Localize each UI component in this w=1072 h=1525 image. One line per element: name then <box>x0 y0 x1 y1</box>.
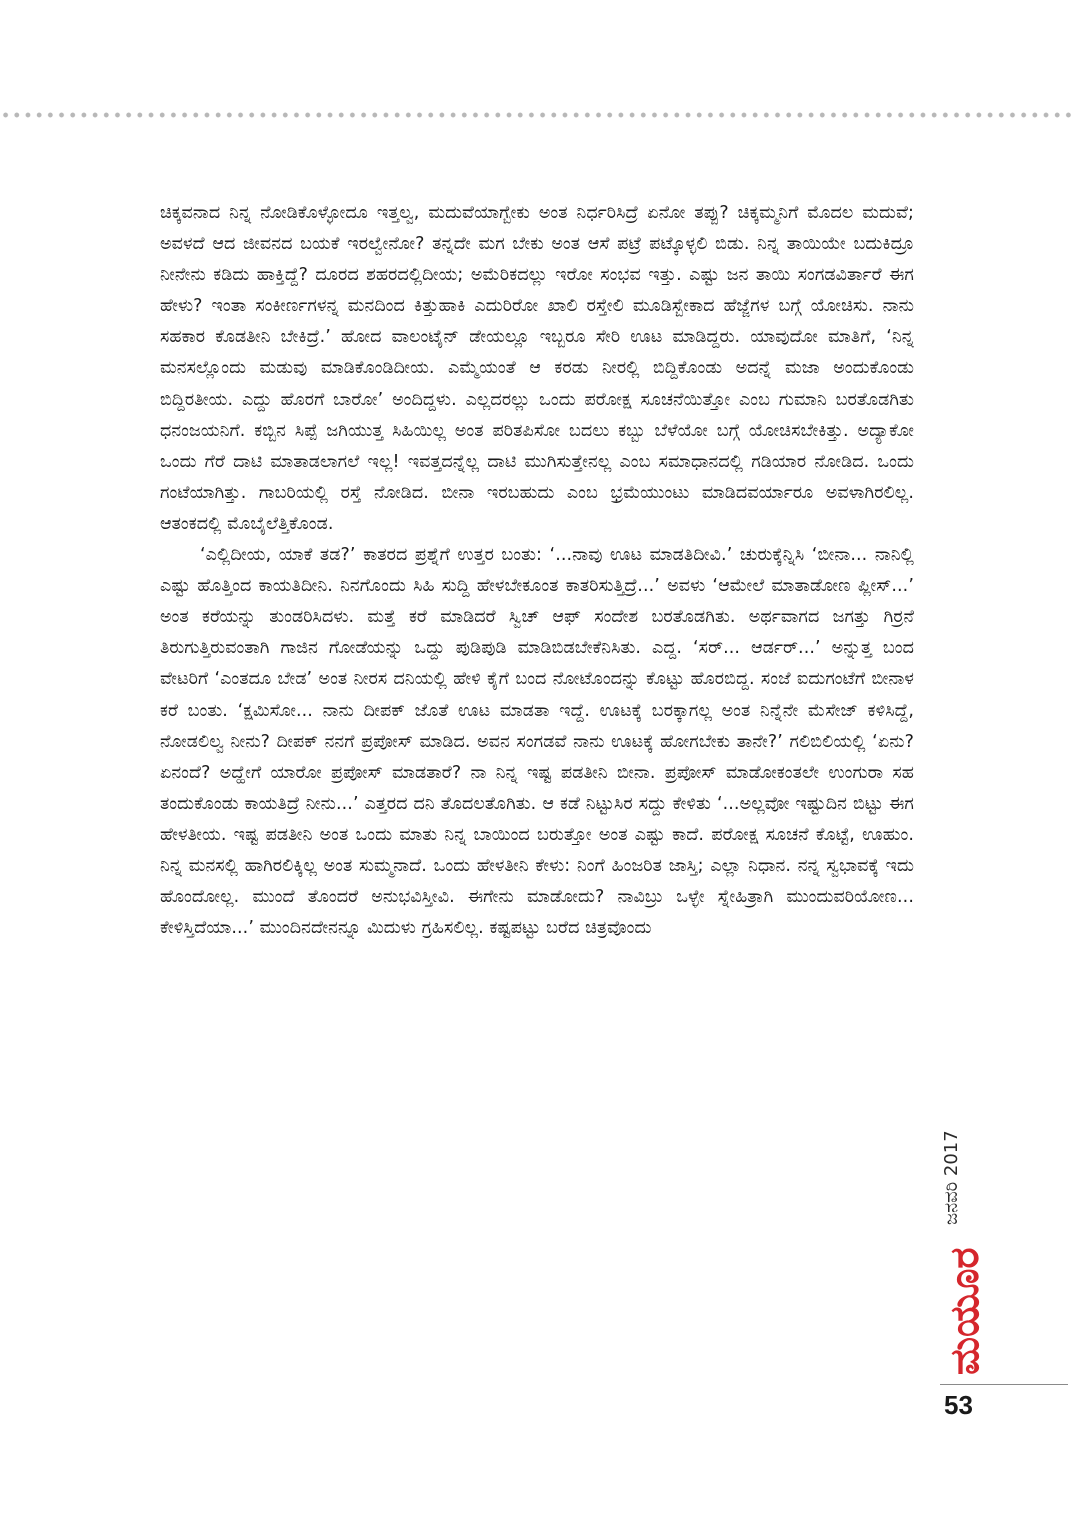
magazine-logo: ಮಯೂರ <box>942 1247 988 1375</box>
article-paragraph-2: ‘ಎಲ್ಲಿದೀಯ, ಯಾಕೆ ತಡ?’ ಕಾತರದ ಪ್ರಶ್ನೆಗೆ ಉತ್ತರ ಬಂತು: ‘...ನಾವು ಊಟ ಮಾಡತಿದೀವಿ.’ ಚುರುಕ್ಕೆನ್ನಿಸಿ ‘ಬೀನಾ... ನಾನಿಲ್ಲಿ ಎಷ್ಟು ಹೊತ್ತಿಂದ ಕಾಯತಿದೀನಿ. ನಿನಗೊಂದು ಸಿಹಿ ಸುದ್ದಿ ಹೇಳಬೇಕೂಂತ ಕಾತರಿಸುತ್ತಿದ್ರೆ...’ ಅವಳು ‘ಆಮೇಲೆ ಮಾತಾಡೋಣ ಪ್ಲೀಸ್...’ ಅಂತ ಕರೆಯನ್ನು ತುಂಡರಿಸಿದಳು. ಮತ್ತೆ ಕರೆ ಮಾಡಿದರೆ ಸ್ವಿಚ್ ಆಫ್ ಸಂದೇಶ ಬರತೊಡಗಿತು. ಅರ್ಥವಾಗದ ಜಗತ್ತು ಗಿರ್ರನೆ ತಿರುಗುತ್ತಿರುವಂತಾಗಿ ಗಾಜಿನ ಗೋಡೆಯನ್ನು ಒದ್ದು ಪುಡಿಪುಡಿ ಮಾಡಿಬಿಡಬೇಕೆನಿಸಿತು. ಎದ್ದ. ‘ಸರ್... ಆರ್ಡರ್...’ ಅನ್ನುತ್ತ ಬಂದ ವೇಟರಿಗೆ ‘ಎಂತದೂ ಬೇಡ’ ಅಂತ ನೀರಸ ದನಿಯಲ್ಲಿ ಹೇಳಿ ಕೈಗೆ ಬಂದ ನೋಟೊಂದನ್ನು ಕೊಟ್ಟು ಹೊರಬಿದ್ದ. ಸಂಜೆ ಐದುಗಂಟೆಗೆ ಬೀನಾಳ ಕರೆ ಬಂತು. ‘ಕ್ಷಮಿಸೋ... ನಾನು ದೀಪಕ್ ಜೊತೆ ಊಟ ಮಾಡತಾ ಇದ್ದೆ. ಊಟಕ್ಕೆ ಬರಕ್ಕಾಗಲ್ಲ ಅಂತ ನಿನ್ನೆನೇ ಮೆಸೇಜ್ ಕಳಿಸಿದ್ದೆ, ನೋಡಲಿಲ್ವ ನೀನು? ದೀಪಕ್ ನನಗೆ ಪ್ರಪೋಸ್ ಮಾಡಿದ. ಅವನ ಸಂಗಡವೆ ನಾನು ಊಟಕ್ಕೆ ಹೋಗಬೇಕು ತಾನೇ?’ ಗಲಿಬಿಲಿಯಲ್ಲಿ ‘ಏನು? ಏನಂದೆ? ಅದ್ಹೇಗೆ ಯಾರೋ ಪ್ರಪೋಸ್ ಮಾಡತಾರೆ? ನಾ ನಿನ್ನ ಇಷ್ಟ ಪಡತೀನಿ ಬೀನಾ. ಪ್ರಪೋಸ್ ಮಾಡೋಕಂತಲೇ ಉಂಗುರಾ ಸಹ ತಂದುಕೊಂಡು ಕಾಯತಿದ್ರೆ ನೀನು...’ ಎತ್ತರದ ದನಿ ತೊದಲತೊಗಿತು. ಆ ಕಡೆ ನಿಟ್ಟುಸಿರ ಸದ್ದು ಕೇಳಿತು ‘...ಅಲ್ಲವೋ ಇಷ್ಟುದಿನ ಬಿಟ್ಟು ಈಗ ಹೇಳತೀಯ. ಇಷ್ಟ ಪಡತೀನಿ ಅಂತ ಒಂದು ಮಾತು ನಿನ್ನ ಬಾಯಿಂದ ಬರುತ್ತೋ ಅಂತ ಎಷ್ಟು ಕಾದೆ. ಪರೋಕ್ಷ ಸೂಚನೆ ಕೊಟ್ಟೆ, ಊಹುಂ. ನಿನ್ನ ಮನಸಲ್ಲಿ ಹಾಗಿರಲಿಕ್ಕಿಲ್ಲ ಅಂತ ಸುಮ್ಮನಾದೆ. ಒಂದು ಹೇಳತೀನಿ ಕೇಳು: ನಿಂಗೆ ಹಿಂಜರಿತ ಜಾಸ್ತಿ; ಎಲ್ಲಾ ನಿಧಾನ. ನನ್ನ ಸ್ವಭಾವಕ್ಕೆ ಇದು ಹೊಂದೋಲ್ಲ. ಮುಂದೆ ತೊಂದರೆ ಅನುಭವಿಸ್ತೀವಿ. ಈಗೇನು ಮಾಡೋದು? ನಾವಿಬ್ರು ಒಳ್ಳೇ ಸ್ನೇಹಿತ್ರಾಗಿ ಮುಂದುವರಿಯೋಣ... ಕೇಳಿಸ್ತಿದೆಯಾ...’ ಮುಂದಿನದೇನನ್ನೂ ಮಿದುಳು ಗ್ರಹಿಸಲಿಲ್ಲ. ಕಷ್ಟಪಟ್ಟು ಬರೆದ ಚಿತ್ರವೊಂದು <box>160 545 914 939</box>
issue-date: ಜನವರಿ 2017 <box>941 1130 962 1225</box>
magazine-sidebar <box>938 1095 994 1375</box>
dotted-header-rule <box>0 112 1072 118</box>
page-number-rule <box>940 1384 1068 1385</box>
article-body <box>160 198 914 944</box>
article-paragraph-1: ಚಿಕ್ಕವನಾದ ನಿನ್ನ ನೋಡಿಕೊಳ್ಳೋದೂ ಇತ್ತಲ್ವ, ಮದುವೆಯಾಗ್ಬೇಕು ಅಂತ ನಿರ್ಧರಿಸಿದ್ರೆ ಏನೋ ತಪ್ಪು? ಚಿಕ್ಕಮ್ಮನಿಗೆ ಮೊದಲ ಮದುವೆ; ಅವಳದೆ ಆದ ಜೀವನದ ಬಯಕೆ ಇರಲ್ವೇನೋ? ತನ್ನದೇ ಮಗ ಬೇಕು ಅಂತ ಆಸೆ ಪಟ್ರೆ ಪಟ್ಕೊಳ್ಳಲಿ ಬಿಡು. ನಿನ್ನ ತಾಯಿಯೇ ಬದುಕಿದ್ರೂ ನೀನೇನು ಕಡಿದು ಹಾಕ್ತಿದ್ದೆ? ದೂರದ ಶಹರದಲ್ಲಿದೀಯ; ಅಮೆರಿಕದಲ್ಲು ಇರೋ ಸಂಭವ ಇತ್ತು. ಎಷ್ಟು ಜನ ತಾಯಿ ಸಂಗಡವಿರ್ತಾರೆ ಈಗ ಹೇಳು? ಇಂತಾ ಸಂಕೀರ್ಣಗಳನ್ನ ಮನದಿಂದ ಕಿತ್ತುಹಾಕಿ ಎದುರಿರೋ ಖಾಲಿ ರಸ್ತೇಲಿ ಮೂಡಿಸ್ಬೇಕಾದ ಹೆಜ್ಜೆಗಳ ಬಗ್ಗೆ ಯೋಚಿಸು. ನಾನು ಸಹಕಾರ ಕೊಡತೀನಿ ಬೇಕಿದ್ರೆ.’ ಹೋದ ವಾಲಂಟೈನ್ ಡೇಯಲ್ಲೂ ಇಬ್ಬರೂ ಸೇರಿ ಊಟ ಮಾಡಿದ್ದರು. ಯಾವುದೋ ಮಾತಿಗೆ, ‘ನಿನ್ನ ಮನಸಲ್ಲೊಂದು ಮಡುವು ಮಾಡಿಕೊಂಡಿದೀಯ. ಎಮ್ಮೆಯಂತೆ ಆ ಕರಡು ನೀರಲ್ಲಿ ಬಿದ್ದಿಕೊಂಡು ಅದನ್ನೆ ಮಜಾ ಅಂದುಕೊಂಡು ಬಿದ್ದಿರತೀಯ. ಎದ್ದು ಹೊರಗೆ ಬಾರೋ’ ಅಂದಿದ್ದಳು. ಎಲ್ಲದರಲ್ಲು ಒಂದು ಪರೋಕ್ಷ ಸೂಚನೆಯಿತ್ತೋ ಎಂಬ ಗುಮಾನಿ ಬರತೊಡಗಿತು ಧನಂಜಯನಿಗೆ. ಕಬ್ಬಿನ ಸಿಪ್ಪೆ ಜಗಿಯುತ್ತ ಸಿಹಿಯಿಲ್ಲ ಅಂತ ಪರಿತಪಿಸೋ ಬದಲು ಕಬ್ಬು ಬೆಳೆಯೋ ಬಗ್ಗೆ ಯೋಚಿಸಬೇಕಿತ್ತು. ಅದ್ಯಾಕೋ ಒಂದು ಗೆರೆ ದಾಟಿ ಮಾತಾಡಲಾಗಲೆ ಇಲ್ಲ! ಇವತ್ತದನ್ನೆಲ್ಲ ದಾಟಿ ಮುಗಿಸುತ್ತೇನಲ್ಲ ಎಂಬ ಸಮಾಧಾನದಲ್ಲಿ ಗಡಿಯಾರ ನೋಡಿದ. ಒಂದು ಗಂಟೆಯಾಗಿತ್ತು. ಗಾಬರಿಯಲ್ಲಿ ರಸ್ತೆ ನೋಡಿದ. ಬೀನಾ ಇರಬಹುದು ಎಂಬ ಭ್ರಮೆಯುಂಟು ಮಾಡಿದವರ್ಯಾರೂ ಅವಳಾಗಿರಲಿಲ್ಲ. ಆತಂಕದಲ್ಲಿ ಮೊಬೈಲೆತ್ತಿಕೊಂಡ. <box>160 203 914 534</box>
page-number: 53 <box>944 1390 973 1420</box>
